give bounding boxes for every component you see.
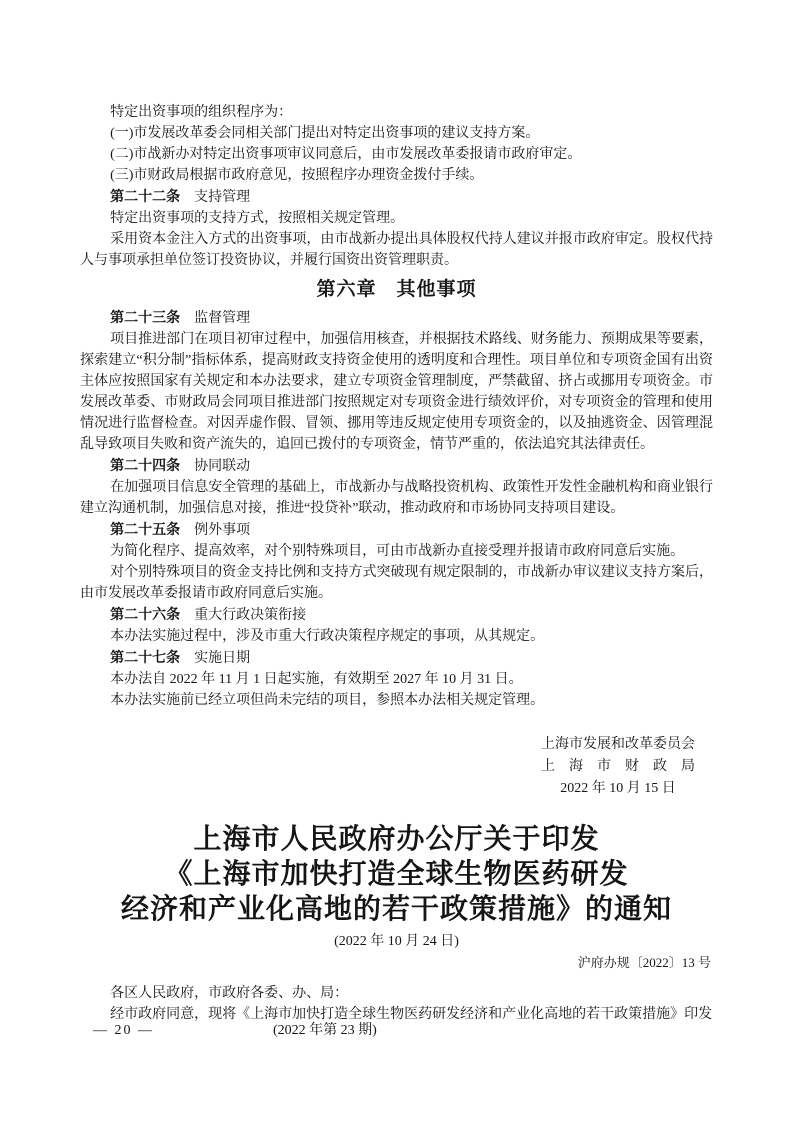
regulation-paragraph: 本办法实施前已经立项但尚未完结的项目，参照本办法相关规定管理。 — [110, 693, 545, 708]
regulation-paragraph: 对个别特殊项目的资金支持比例和支持方式突破现有规定限制的，市战新办审议建议支持方案后，由市发展改革委报请市政府同意后实施。 — [80, 565, 713, 601]
regulation-paragraph: (二)市战新办对特定出资事项审议同意后，由市发展改革委报请市政府审定。 — [110, 147, 582, 162]
regulation-paragraph: (一)市发展改革委会同相关部门提出对特定出资事项的建议支持方案。 — [110, 126, 540, 141]
regulation-paragraph: 特定出资事项的组织程序为： — [110, 105, 293, 120]
article-number: 第二十二条 — [110, 188, 181, 204]
signature-org-1: 上海市发展和改革委员会 — [541, 737, 695, 752]
notice-title-line-3: 经济和产业化高地的若干政策措施》的通知 — [120, 894, 672, 925]
article-heading — [80, 604, 713, 626]
article-title: 监督管理 — [194, 311, 251, 326]
regulation-paragraph: 项目推进部门在项目初审过程中，加强信用核查，并根据技术路线、财务能力、预期成果等要素，探索建立“积分制”指标体系，提高财政支持资金使用的透明度和合理性。项目单位和专项资金国有出资主体应按照国家有关规定和本办法要求，建立专项资金管理制度，严禁截留、挤占或挪用专项资金。市发展改革委、市财政局会同项目推进部门按照规定对专项资金进行绩效评价，对专项资金的管理和使用情况进行监督检查。对因弄虚作假、冒领、挪用等违反规定使用专项资金的，以及抽逃资金、因管理混乱导致项目失败和资产流失的，追回已拨付的专项资金，情节严重的，依法追究其法律责任。 — [80, 332, 713, 452]
article-heading — [80, 186, 713, 208]
regulation-paragraph: 特定出资事项的支持方式，按照相关规定管理。 — [110, 211, 405, 226]
regulation-paragraph: 为简化程序、提高效率，对个别特殊项目，可由市战新办直接受理并报请市政府同意后实施。 — [110, 544, 685, 559]
signature-org-2: 上海市财政局 — [541, 759, 695, 774]
regulation-body — [80, 102, 713, 711]
footer-page-number: — 20 — — [93, 1023, 154, 1038]
regulation-paragraph: 本办法自 2022 年 11 月 1 日起实施，有效期至 2027 年 10 月 31 日。 — [110, 672, 523, 687]
regulation-paragraph: 在加强项目信息安全管理的基础上，市战新办与战略投资机构、政策性开发性金融机构和商业银行建立沟通机制，加强信息对接，推进“投贷补”联动，推动政府和市场协同支持项目建设。 — [80, 480, 713, 516]
article-heading — [80, 455, 713, 477]
regulation-paragraph: (三)市财政局根据市政府意见，按照程序办理资金拨付手续。 — [110, 168, 484, 183]
article-number: 第二十三条 — [110, 309, 181, 325]
notice-title-line-1: 上海市人民政府办公厅关于印发 — [193, 824, 600, 855]
notice-date: (2022 年 10 月 24 日) — [334, 934, 459, 949]
notice-title-line-2: 《上海市加快打造全球生物医药研发 — [164, 859, 629, 890]
notice-salutation: 各区人民政府，市政府各委、办、局： — [110, 986, 349, 1001]
signature-inner — [541, 734, 695, 800]
article-title: 例外事项 — [194, 523, 251, 538]
article-number: 第二十五条 — [110, 521, 181, 537]
notice-opening-line: 经市政府同意，现将《上海市加快打造全球生物医药研发经济和产业化高地的若干政策措施》印发 — [110, 1007, 713, 1022]
notice-title — [80, 822, 713, 927]
article-number: 第二十六条 — [110, 606, 181, 622]
article-number: 第二十四条 — [110, 457, 181, 473]
article-heading — [80, 647, 713, 669]
article-number: 第二十七条 — [110, 649, 181, 665]
article-title: 实施日期 — [194, 651, 251, 666]
notice-doc-number: 沪府办规〔2022〕13 号 — [577, 955, 711, 970]
article-heading — [80, 519, 713, 541]
footer-issue-label: (2022 年第 23 期) — [273, 1023, 377, 1038]
regulation-paragraph: 本办法实施过程中，涉及市重大行政决策程序规定的事项，从其规定。 — [110, 629, 545, 644]
signature-date: 2022 年 10 月 15 日 — [560, 781, 676, 796]
signature-block — [80, 734, 713, 800]
article-heading — [80, 307, 713, 329]
article-title: 协同联动 — [194, 459, 251, 474]
article-title: 支持管理 — [194, 190, 251, 205]
article-title: 重大行政决策衔接 — [194, 608, 307, 623]
regulation-paragraph: 采用资本金注入方式的出资事项，由市战新办提出具体股权代持人建议并报市政府审定。股权代持人与事项承担单位签订投资协议，并履行国资出资管理职责。 — [80, 232, 713, 268]
chapter-heading: 第六章 其他事项 — [316, 279, 477, 300]
